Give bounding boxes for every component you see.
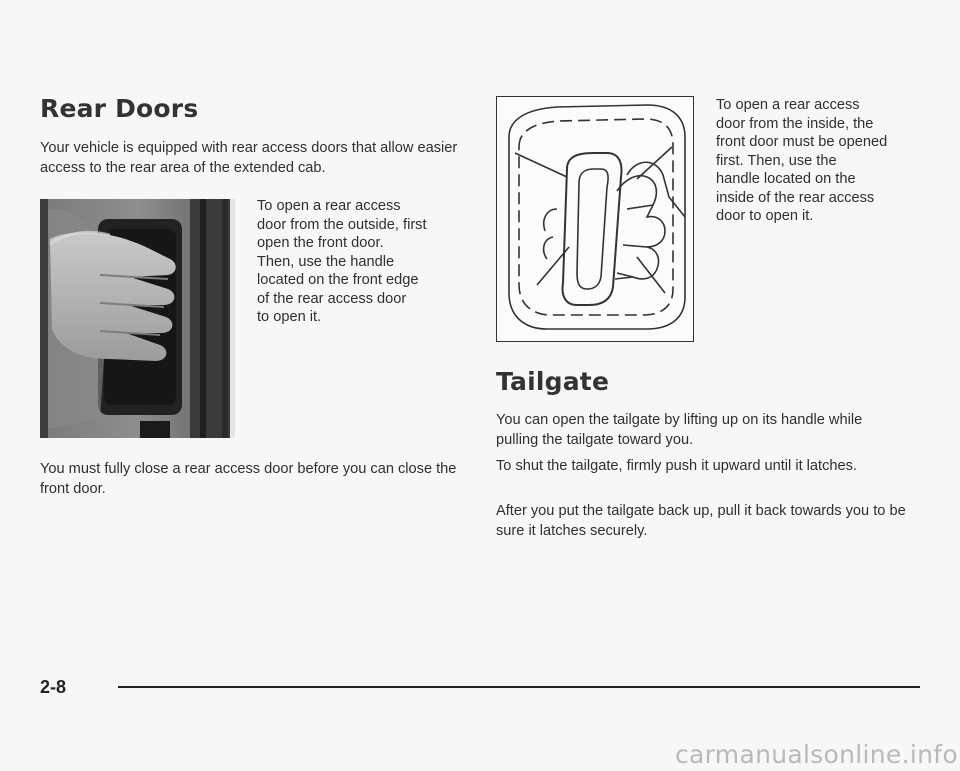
outside-instruction-line: Then, use the handle — [257, 253, 395, 270]
inside-instruction-line: inside of the rear access — [716, 189, 875, 206]
outside-door-handle-photo — [40, 199, 235, 438]
outside-instruction-line: located on the front edge — [257, 272, 419, 288]
rear-doors-intro: Your vehicle is equipped with rear access doors that allow easier access to the rear area of the extended cab. — [40, 140, 458, 176]
outside-instruction-line: to open it. — [257, 309, 322, 325]
tailgate-heading: Tailgate — [496, 367, 610, 396]
inside-instruction-line: To open a rear access — [716, 97, 860, 113]
inside-instruction-line: handle located on the — [716, 171, 856, 187]
outside-instruction-line: door from the outside, first — [257, 216, 427, 233]
watermark: carmanualsonline.info — [675, 740, 958, 769]
tailgate-paragraph-shut: To shut the tailgate, firmly push it upward until it latches. — [496, 458, 857, 474]
outside-instruction-line: open the front door. — [257, 235, 384, 251]
inside-instruction-line: first. Then, use the — [716, 152, 837, 169]
rear-doors-heading: Rear Doors — [40, 94, 199, 123]
footer-rule — [118, 686, 920, 688]
outside-instruction-line: of the rear access door — [257, 290, 407, 307]
inside-instruction-line: door from the inside, the — [716, 115, 874, 132]
page-number: 2-8 — [40, 677, 67, 697]
outside-instruction-line: To open a rear access — [257, 198, 401, 214]
inside-door-handle-illustration — [496, 96, 694, 342]
inside-instructions — [716, 96, 936, 226]
closing-note: You must fully close a rear access door before you can close the front door. — [40, 461, 457, 497]
tailgate-paragraph-latch: After you put the tailgate back up, pull it back towards you to be sure it latches securely. — [496, 503, 906, 539]
inside-instruction-line: front door must be opened — [716, 134, 888, 150]
outside-instructions — [257, 197, 467, 327]
tailgate-paragraph-open: You can open the tailgate by lifting up on its handle while pulling the tailgate toward you. — [496, 412, 863, 448]
inside-instruction-line: door to open it. — [716, 208, 814, 224]
